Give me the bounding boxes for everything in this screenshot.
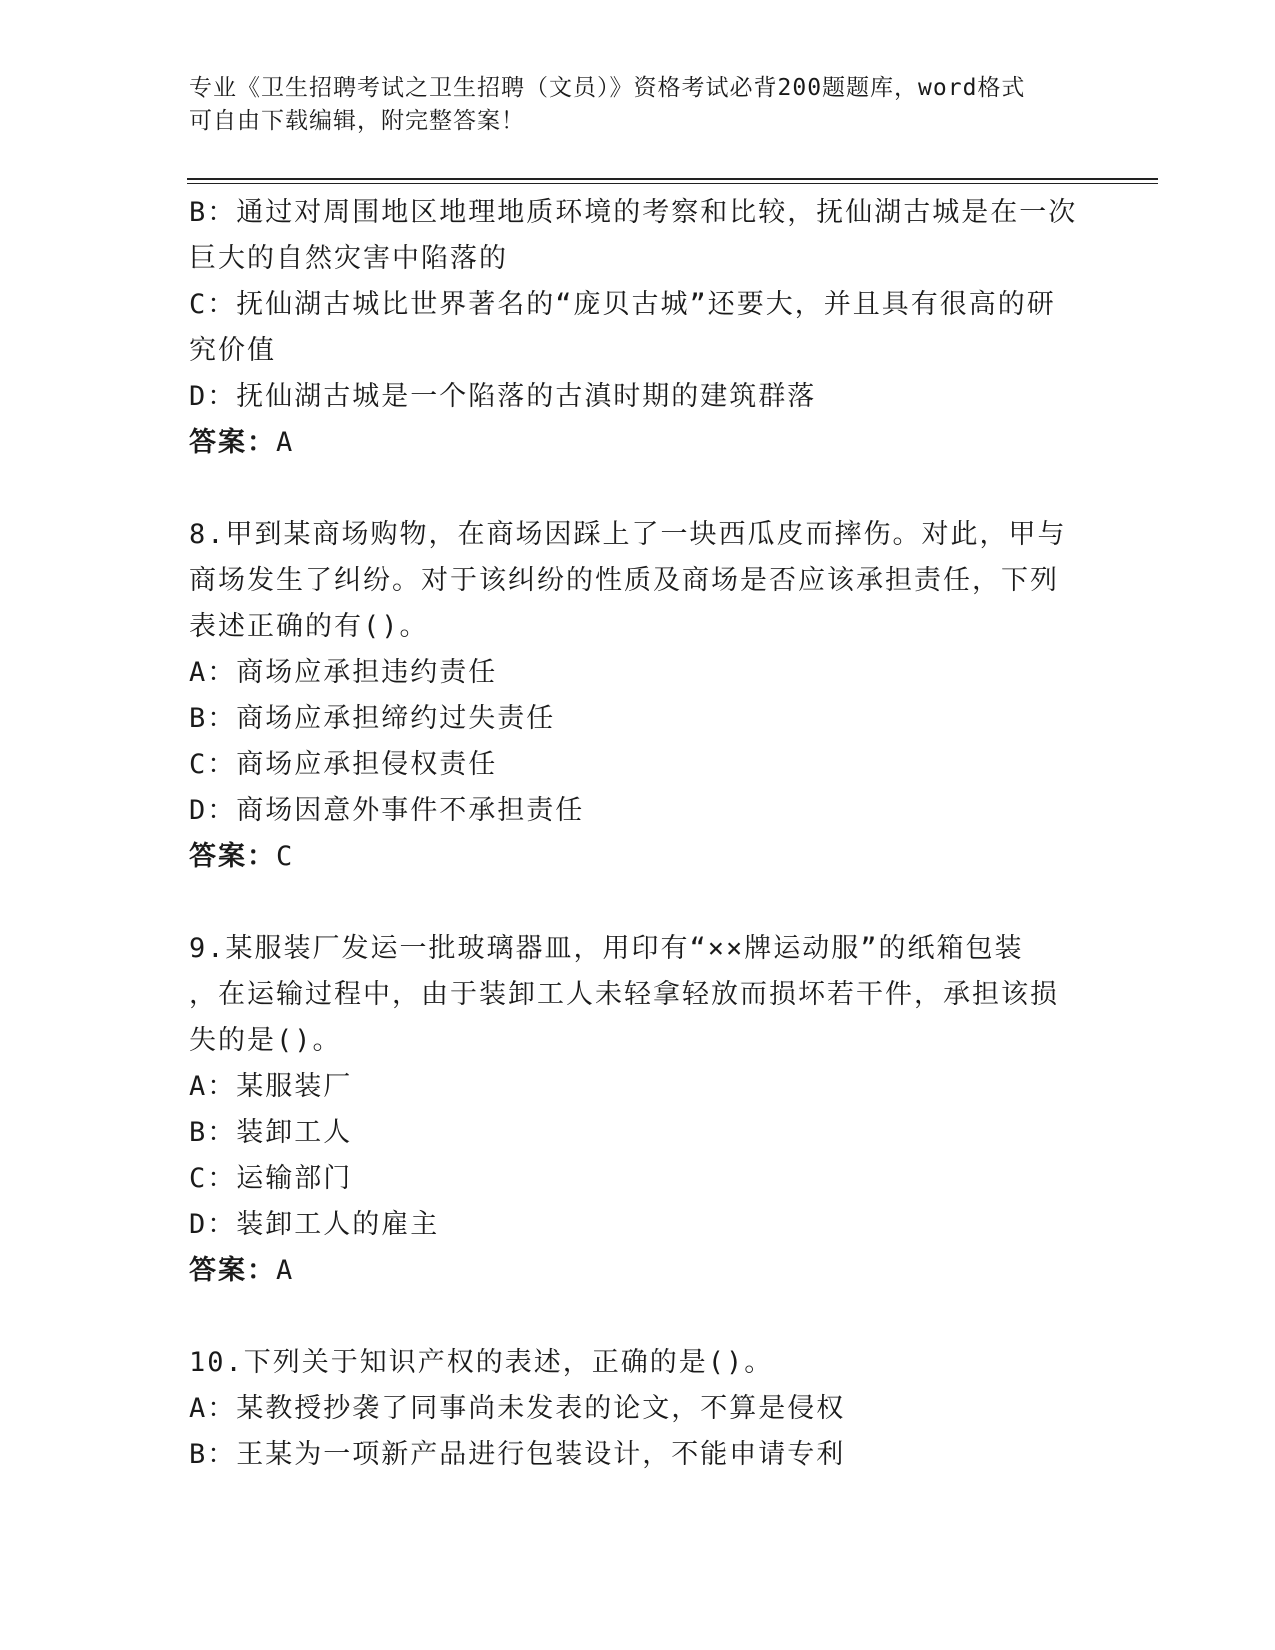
- q9-answer-label: 答案：: [189, 1255, 276, 1286]
- q7-answer-value: A: [276, 427, 295, 458]
- q7-option-d: D：抚仙湖古城是一个陷落的古滇时期的建筑群落: [189, 381, 817, 412]
- question-10: [189, 1340, 1149, 1478]
- q10-stem-line-1: 10.下列关于知识产权的表述，正确的是()。: [189, 1347, 774, 1378]
- spacer: [189, 880, 1149, 926]
- q8-option-a: A：商场应承担违约责任: [189, 657, 498, 688]
- q9-answer: [189, 1248, 1149, 1294]
- q8-answer-value: C: [276, 841, 295, 872]
- q8-stem-line-1: 8.甲到某商场购物，在商场因踩上了一块西瓜皮而摔伤。对此，甲与: [189, 519, 1067, 550]
- q7-option-c-line-1: C：抚仙湖古城比世界著名的“庞贝古城”还要大，并且具有很高的研: [189, 289, 1056, 320]
- header-title-line-2: 可自由下载编辑，附完整答案！: [189, 108, 525, 134]
- question-9: [189, 926, 1149, 1294]
- q8-option-c: C：商场应承担侵权责任: [189, 749, 498, 780]
- q7-answer-label: 答案：: [189, 427, 276, 458]
- q9-stem-line-3: 失的是()。: [189, 1025, 342, 1056]
- q8-answer-label: 答案：: [189, 841, 276, 872]
- q8-stem-line-2: 商场发生了纠纷。对于该纠纷的性质及商场是否应该承担责任，下列: [189, 565, 1059, 596]
- page-header: [189, 72, 1089, 138]
- header-title-line-1: 专业《卫生招聘考试之卫生招聘（文员）》资格考试必背200题题库，word格式: [189, 75, 1026, 101]
- q8-option-b: B：商场应承担缔约过失责任: [189, 703, 556, 734]
- q7-option-b-line-2: 巨大的自然灾害中陷落的: [189, 243, 508, 274]
- q7-option-b-line-1: B：通过对周围地区地理地质环境的考察和比较，抚仙湖古城是在一次: [189, 197, 1078, 228]
- q7-option-c-line-2: 究价值: [189, 335, 276, 366]
- q10-option-a: A：某教授抄袭了同事尚未发表的论文，不算是侵权: [189, 1393, 846, 1424]
- q9-option-c: C：运输部门: [189, 1163, 353, 1194]
- q8-option-d: D：商场因意外事件不承担责任: [189, 795, 585, 826]
- q10-option-b: B：王某为一项新产品进行包装设计，不能申请专利: [189, 1439, 846, 1470]
- q9-option-b: B：装卸工人: [189, 1117, 353, 1148]
- q9-option-d: D：装卸工人的雇主: [189, 1209, 440, 1240]
- header-divider-thick: [187, 178, 1158, 180]
- header-divider-thin: [187, 183, 1158, 184]
- question-8: [189, 512, 1149, 880]
- q7-answer: [189, 420, 1149, 466]
- q9-answer-value: A: [276, 1255, 295, 1286]
- spacer: [189, 1294, 1149, 1340]
- q9-stem-line-1: 9.某服装厂发运一批玻璃器皿，用印有“××牌运动服”的纸箱包装: [189, 933, 1024, 964]
- spacer: [189, 466, 1149, 512]
- q8-stem-line-3: 表述正确的有()。: [189, 611, 429, 642]
- q8-answer: [189, 834, 1149, 880]
- question-content: [189, 190, 1149, 1478]
- q9-option-a: A：某服装厂: [189, 1071, 353, 1102]
- question-7-tail: [189, 190, 1149, 466]
- q9-stem-line-2: ，在运输过程中，由于装卸工人未轻拿轻放而损坏若干件，承担该损: [189, 979, 1059, 1010]
